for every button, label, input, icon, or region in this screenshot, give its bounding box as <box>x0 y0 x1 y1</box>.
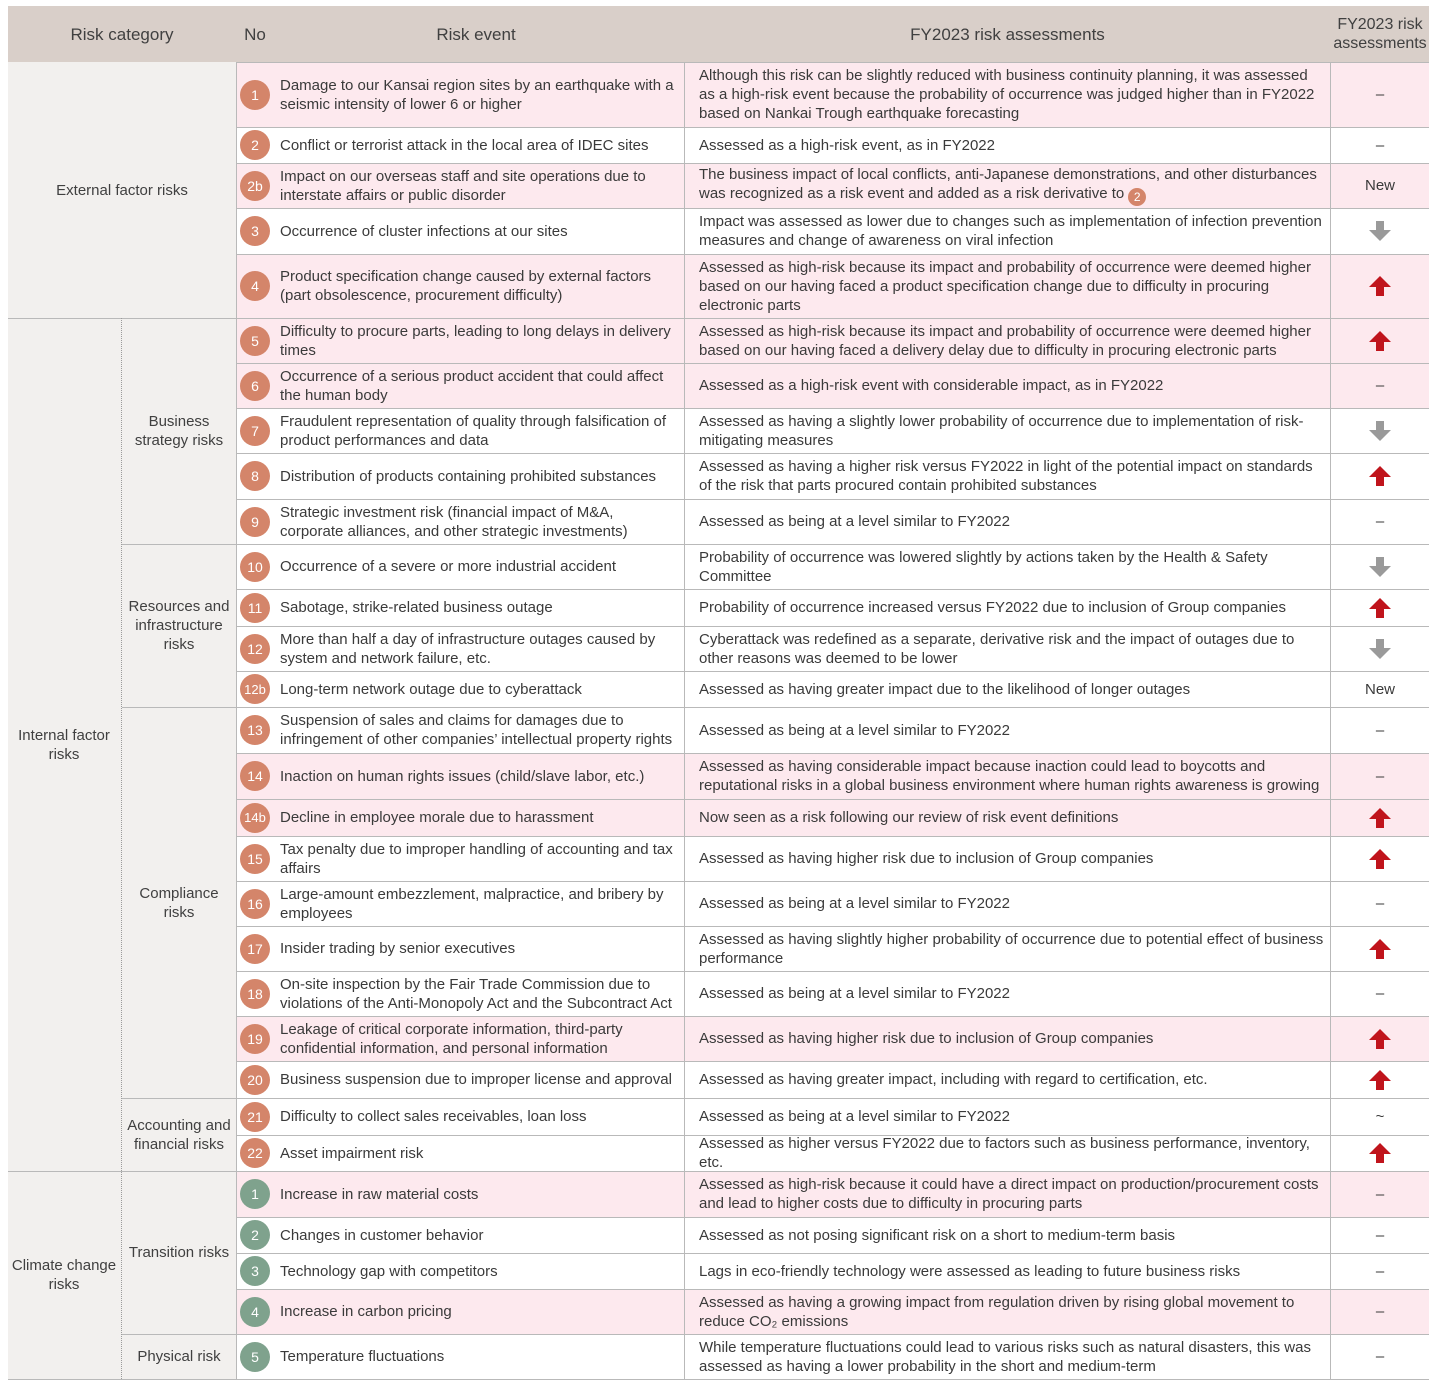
risk-assessment <box>699 753 1325 799</box>
risk-assessment-body: Assessed as not posing significant risk on a short to medium-term basis <box>699 1226 1176 1244</box>
risk-assessment-body: Probability of occurrence was lowered slightly by actions taken by the Health & Safety Committee <box>699 548 1268 585</box>
risk-number-badge: 10 <box>240 552 270 582</box>
risk-number-badge: 8 <box>240 461 270 491</box>
risk-status <box>1331 1289 1429 1334</box>
header-no: No <box>244 24 266 44</box>
arrow-down-icon <box>1368 637 1392 661</box>
risk-status <box>1331 453 1429 499</box>
risk-event <box>280 881 678 926</box>
risk-status <box>1331 499 1429 544</box>
risk-assessment-text <box>699 376 1163 395</box>
risk-event-text: Fraudulent representation of quality through falsification of product performances and data <box>280 412 667 449</box>
category-external: External factor risks <box>56 181 188 199</box>
risk-status <box>1331 626 1429 671</box>
risk-assessment-text <box>699 984 1010 1003</box>
risk-status <box>1331 318 1429 363</box>
category-divider <box>8 1171 236 1172</box>
risk-status <box>1331 1016 1429 1061</box>
risk-assessment <box>699 363 1325 408</box>
risk-event-text: Difficulty to collect sales receivables, loan loss <box>280 1108 587 1125</box>
risk-assessment-text <box>699 165 1325 207</box>
risk-number-badge: 7 <box>240 416 270 446</box>
risk-assessment-body: Assessed as having greater impact due to the likelihood of longer outages <box>699 680 1191 698</box>
risk-status <box>1331 707 1429 753</box>
risk-number-badge: 15 <box>240 844 270 874</box>
risk-number-badge: 2b <box>240 171 270 201</box>
risk-assessment-text <box>699 894 1010 913</box>
risk-number-badge: 5 <box>240 326 270 356</box>
risk-assessment <box>699 62 1325 127</box>
risk-event <box>280 499 678 544</box>
risk-event <box>280 836 678 881</box>
risk-assessment <box>699 208 1325 254</box>
subcategory-transition: Transition risks <box>128 1244 230 1261</box>
risk-assessment <box>699 1061 1325 1098</box>
category-internal: Internal factor risks <box>18 726 110 763</box>
risk-event-text: Asset impairment risk <box>280 1144 424 1162</box>
risk-assessment-text <box>699 548 1325 586</box>
risk-event <box>280 799 678 836</box>
risk-event <box>280 1016 678 1061</box>
risk-event <box>280 363 678 408</box>
risk-status <box>1331 254 1429 318</box>
risk-status <box>1331 163 1429 208</box>
subcategory-divider <box>122 707 236 708</box>
risk-status <box>1331 1217 1429 1253</box>
risk-assessment <box>699 626 1325 671</box>
risk-assessment-text <box>699 412 1325 450</box>
risk-assessment-text <box>699 757 1325 795</box>
subcategory-resources: Resources and infrastructure risks <box>128 598 230 653</box>
arrow-up-icon <box>1368 1141 1392 1165</box>
risk-status-text: – <box>1375 136 1385 154</box>
risk-number-badge: 4 <box>240 1297 270 1327</box>
risk-event <box>280 1098 678 1135</box>
risk-event-text: Changes in customer behavior <box>280 1226 484 1244</box>
risk-number-badge: 5 <box>240 1342 270 1372</box>
risk-number-badge: 2 <box>240 1220 270 1250</box>
risk-number-badge: 6 <box>240 371 270 401</box>
category-divider <box>8 318 236 319</box>
risk-assessment <box>699 499 1325 544</box>
risk-number-badge: 9 <box>240 507 270 537</box>
risk-status-text: – <box>1375 985 1385 1002</box>
risk-status-text: – <box>1375 767 1385 785</box>
risk-event <box>280 1061 678 1098</box>
risk-status-text: New <box>1364 680 1395 698</box>
risk-event <box>280 1289 678 1334</box>
subcategory-divider <box>122 544 236 545</box>
risk-event-text: Business suspension due to improper license and approval <box>280 1071 672 1088</box>
risk-assessment-text <box>699 1107 1010 1126</box>
risk-assessment-body: Assessed as being at a level similar to FY2022 <box>699 1108 1010 1125</box>
risk-assessment-body: Assessed as being at a level similar to FY2022 <box>699 721 1010 739</box>
risk-assessment <box>699 926 1325 971</box>
risk-event <box>280 163 678 208</box>
risk-assessment <box>699 1171 1325 1217</box>
risk-status <box>1331 1253 1429 1289</box>
risk-assessment-body: Assessed as being at a level similar to FY2022 <box>699 895 1010 912</box>
risk-assessment-text <box>699 1226 1175 1245</box>
risk-assessment <box>699 127 1325 163</box>
risk-status-text: – <box>1375 1226 1385 1244</box>
header-risk-event: Risk event <box>436 24 516 44</box>
risk-event <box>280 589 678 626</box>
risk-status-text: – <box>1375 1185 1385 1203</box>
risk-assessment <box>699 453 1325 499</box>
risk-assessment <box>699 1016 1325 1061</box>
risk-event-text: Suspension of sales and claims for damages due to infringement of other companies’ intellectual property rights <box>280 712 673 748</box>
risk-assessment-text <box>699 598 1286 617</box>
risk-status <box>1331 589 1429 626</box>
category-climate: Climate change risks <box>11 1257 117 1293</box>
risk-status-text: ~ <box>1375 1108 1385 1125</box>
risk-assessment <box>699 881 1325 926</box>
risk-assessment-body: Assessed as being at a level similar to FY2022 <box>699 513 1010 530</box>
risk-event-text: More than half a day of infrastructure outages caused by system and network failure, etc. <box>280 630 656 667</box>
risk-assessment <box>699 1098 1325 1135</box>
risk-event <box>280 318 678 363</box>
risk-event <box>280 127 678 163</box>
risk-number-badge: 17 <box>240 934 270 964</box>
risk-assessment-body: Although this risk can be slightly reduced with business continuity planning, it was assessed as a high-risk event because the probability of occurrence was judged higher than in FY2022 based on Nankai Trough earthquake forecasting <box>699 67 1315 122</box>
header-assessments: FY2023 risk assessments <box>910 24 1105 44</box>
risk-assessment-body: The business impact of local conflicts, anti-Japanese demonstrations, and other disturbances was recognized as a risk event and added as a risk derivative to <box>699 165 1317 202</box>
risk-number-badge: 19 <box>240 1024 270 1054</box>
risk-event-text: On-site inspection by the Fair Trade Commission due to violations of the Anti-Monopoly Act and the Subcontract Act <box>280 975 672 1012</box>
risk-assessment-body: Assessed as having a growing impact from regulation driven by rising global movement to reduce CO₂ emissions <box>699 1293 1295 1330</box>
risk-assessment-text <box>699 258 1325 315</box>
risk-assessment <box>699 799 1325 836</box>
risk-number-badge: 20 <box>240 1065 270 1095</box>
risk-event <box>280 1135 678 1171</box>
risk-assessment-text <box>699 1262 1240 1281</box>
risk-assessment-text <box>699 66 1325 123</box>
arrow-up-icon <box>1368 1068 1392 1092</box>
subcategory-compliance: Compliance risks <box>139 884 219 921</box>
category-dotted-divider <box>121 318 122 1379</box>
risk-assessment-text <box>699 457 1325 495</box>
risk-assessment-body: Assessed as a high-risk event with considerable impact, as in FY2022 <box>699 377 1164 394</box>
risk-event-text: Product specification change caused by external factors (part obsolescence, procurement difficulty) <box>280 268 652 304</box>
arrow-up-icon <box>1368 329 1392 353</box>
risk-status <box>1331 799 1429 836</box>
risk-assessment <box>699 408 1325 453</box>
risk-status <box>1331 1171 1429 1217</box>
risk-assessment-text <box>699 136 995 155</box>
risk-assessment-body: Lags in eco-friendly technology were assessed as leading to future business risks <box>699 1262 1241 1280</box>
risk-assessment-body: Assessed as high-risk because its impact and probability of occurrence were deemed higher based on our having faced a delivery delay due to difficulty in procuring electronic parts <box>699 322 1311 359</box>
risk-assessment-body: Assessed as having higher risk due to inclusion of Group companies <box>699 1030 1154 1047</box>
risk-assessment-body: Assessed as having slightly higher probability of occurrence due to potential effect of business performance <box>699 930 1324 967</box>
risk-event-text: Increase in raw material costs <box>280 1185 479 1203</box>
risk-status <box>1331 836 1429 881</box>
header-status: FY2023 risk assessments <box>1333 16 1427 52</box>
risk-number-badge: 12 <box>240 634 270 664</box>
risk-event <box>280 1217 678 1253</box>
risk-number-badge: 12b <box>240 674 270 704</box>
arrow-down-icon <box>1368 555 1392 579</box>
risk-number-badge: 21 <box>240 1102 270 1132</box>
arrow-up-icon <box>1368 596 1392 620</box>
risk-event <box>280 626 678 671</box>
risk-assessment <box>699 1253 1325 1289</box>
risk-assessment <box>699 971 1325 1016</box>
subcategory-accounting: Accounting and financial risks <box>127 1116 231 1153</box>
risk-event <box>280 208 678 254</box>
risk-event-text: Temperature fluctuations <box>280 1348 445 1365</box>
risk-event <box>280 254 678 318</box>
risk-event <box>280 453 678 499</box>
risk-number-badge: 2 <box>240 130 270 160</box>
risk-event-text: Long-term network outage due to cyberattack <box>280 680 582 698</box>
risk-assessment-text <box>699 1338 1325 1376</box>
risk-assessment-body: Probability of occurrence increased versus FY2022 due to inclusion of Group companies <box>699 599 1286 616</box>
risk-event-text: Technology gap with competitors <box>280 1262 498 1280</box>
column-line <box>1330 62 1331 1379</box>
risk-number-badge: 16 <box>240 889 270 919</box>
risk-assessment <box>699 254 1325 318</box>
risk-assessment-text <box>699 322 1325 360</box>
risk-assessment-body: Assessed as having a slightly lower probability of occurrence due to implementation of risk-mitigating measures <box>699 412 1304 449</box>
arrow-up-icon <box>1368 1027 1392 1051</box>
risk-status-text: – <box>1375 1303 1385 1320</box>
arrow-up-icon <box>1368 806 1392 830</box>
column-line <box>684 62 685 1379</box>
risk-status-text: – <box>1375 1348 1385 1365</box>
table-bottom-line <box>8 1379 1429 1380</box>
risk-status-text: – <box>1375 721 1385 739</box>
risk-event-text: Occurrence of a severe or more industrial accident <box>280 558 616 575</box>
risk-assessment-text <box>699 1070 1208 1089</box>
arrow-up-icon <box>1368 937 1392 961</box>
risk-status <box>1331 127 1429 163</box>
risk-assessment-text <box>699 212 1325 250</box>
risk-reference-badge: 2 <box>1128 188 1146 206</box>
risk-assessment-text <box>699 1175 1325 1213</box>
risk-status <box>1331 408 1429 453</box>
risk-assessment <box>699 836 1325 881</box>
risk-assessment-body: Assessed as having considerable impact because inaction could lead to boycotts and reputational risks in a global business environment where human rights awareness is growing <box>699 758 1320 794</box>
risk-number-badge: 3 <box>240 216 270 246</box>
risk-event-text: Increase in carbon pricing <box>280 1303 452 1320</box>
risk-assessment <box>699 1289 1325 1334</box>
risk-assessment-body: Cyberattack was redefined as a separate, derivative risk and the impact of outages due to other reasons was deemed to be lower <box>699 630 1295 667</box>
risk-number-badge: 4 <box>240 271 270 301</box>
risk-status-text: – <box>1375 895 1385 912</box>
subcategory-divider <box>122 1334 236 1335</box>
risk-assessment-body: Assessed as higher versus FY2022 due to factors such as business performance, inventory, etc. <box>699 1135 1310 1171</box>
risk-event-text: Insider trading by senior executives <box>280 940 516 957</box>
risk-event-text: Damage to our Kansai region sites by an earthquake with a seismic intensity of lower 6 or higher <box>280 76 674 113</box>
risk-status <box>1331 363 1429 408</box>
column-line <box>236 62 237 1379</box>
risk-status <box>1331 971 1429 1016</box>
risk-event <box>280 971 678 1016</box>
risk-status <box>1331 62 1429 127</box>
risk-number-badge: 11 <box>240 593 270 623</box>
risk-assessment-text <box>699 1293 1325 1331</box>
risk-status <box>1331 753 1429 799</box>
risk-number-badge: 1 <box>240 1179 270 1209</box>
risk-event-text: Occurrence of cluster infections at our sites <box>280 222 568 240</box>
risk-event <box>280 1334 678 1379</box>
risk-assessment <box>699 1334 1325 1379</box>
risk-event <box>280 62 678 127</box>
risk-assessment <box>699 707 1325 753</box>
risk-status <box>1331 208 1429 254</box>
risk-status <box>1331 671 1429 707</box>
risk-event <box>280 707 678 753</box>
risk-event-text: Tax penalty due to improper handling of accounting and tax affairs <box>280 840 673 877</box>
risk-status <box>1331 1334 1429 1379</box>
risk-assessment-body: Now seen as a risk following our review of risk event definitions <box>699 809 1119 826</box>
risk-number-badge: 22 <box>240 1138 270 1168</box>
risk-event-text: Sabotage, strike-related business outage <box>280 599 553 616</box>
risk-event-text: Occurrence of a serious product accident that could affect the human body <box>280 367 664 404</box>
risk-status <box>1331 1098 1429 1135</box>
header-risk-category: Risk category <box>70 24 174 44</box>
risk-number-badge: 14 <box>240 761 270 791</box>
risk-event-text: Impact on our overseas staff and site operations due to interstate affairs or public disorder <box>280 167 646 204</box>
risk-event-text: Decline in employee morale due to harassment <box>280 809 594 826</box>
risk-number-badge: 1 <box>240 80 270 110</box>
risk-assessment <box>699 544 1325 589</box>
risk-assessment <box>699 589 1325 626</box>
risk-event <box>280 753 678 799</box>
risk-assessment-text <box>699 630 1325 668</box>
risk-status <box>1331 881 1429 926</box>
risk-event-text: Strategic investment risk (financial impact of M&A, corporate alliances, and other strategic investments) <box>280 503 628 540</box>
risk-assessment-body: While temperature fluctuations could lead to various risks such as natural disasters, this was assessed as having a lower probability in the short and medium-term <box>699 1338 1311 1375</box>
risk-event <box>280 926 678 971</box>
risk-event-text: Distribution of products containing prohibited substances <box>280 467 657 485</box>
risk-assessment-body: Assessed as being at a level similar to FY2022 <box>699 985 1010 1002</box>
risk-assessment-text <box>699 680 1190 699</box>
arrow-up-icon <box>1368 847 1392 871</box>
risk-assessment <box>699 163 1325 208</box>
risk-status-text: – <box>1375 1262 1385 1280</box>
risk-assessment-text <box>699 1134 1325 1172</box>
risk-status-text: – <box>1375 86 1385 103</box>
risk-assessment-text <box>699 721 1010 740</box>
risk-assessment-text <box>699 930 1325 968</box>
risk-status-text: – <box>1375 377 1385 394</box>
risk-number-badge: 3 <box>240 1256 270 1286</box>
risk-event-text: Large-amount embezzlement, malpractice, and bribery by employees <box>280 885 664 922</box>
risk-assessment-body: Impact was assessed as lower due to changes such as implementation of infection prevention measures and change of awareness on viral infection <box>699 213 1322 249</box>
risk-event-text: Inaction on human rights issues (child/slave labor, etc.) <box>280 767 645 785</box>
risk-event <box>280 408 678 453</box>
risk-status <box>1331 926 1429 971</box>
risk-assessment-body: Assessed as a high-risk event, as in FY2022 <box>699 136 995 154</box>
risk-assessment-body: Assessed as high-risk because its impact and probability of occurrence were deemed higher based on our having faced a product specification change due to difficulty in procuring electronic parts <box>699 258 1311 314</box>
risk-assessment-text <box>699 1029 1153 1048</box>
risk-assessment <box>699 1135 1325 1171</box>
risk-status <box>1331 544 1429 589</box>
risk-assessment-text <box>699 808 1118 827</box>
risk-event <box>280 671 678 707</box>
risk-number-badge: 18 <box>240 979 270 1009</box>
risk-event-text: Conflict or terrorist attack in the local area of IDEC sites <box>280 136 649 154</box>
risk-assessment-text <box>699 512 1010 531</box>
risk-assessment <box>699 671 1325 707</box>
arrow-down-icon <box>1368 419 1392 443</box>
arrow-up-icon <box>1368 464 1392 488</box>
risk-number-badge: 13 <box>240 715 270 745</box>
risk-event <box>280 544 678 589</box>
risk-event <box>280 1171 678 1217</box>
risk-number-badge: 14b <box>240 803 270 833</box>
risk-assessment <box>699 318 1325 363</box>
risk-event <box>280 1253 678 1289</box>
risk-assessment <box>699 1217 1325 1253</box>
subcategory-divider <box>122 1098 236 1099</box>
subcategory-physical: Physical risk <box>137 1348 221 1365</box>
risk-assessment-text <box>699 849 1153 868</box>
risk-status <box>1331 1135 1429 1171</box>
risk-assessment-body: Assessed as having higher risk due to inclusion of Group companies <box>699 850 1154 867</box>
risk-assessment-body: Assessed as having a higher risk versus FY2022 in light of the potential impact on standards of the risk that parts procured contain prohibited substances <box>699 458 1313 494</box>
arrow-down-icon <box>1368 219 1392 243</box>
subcategory-business: Business strategy risks <box>134 413 224 449</box>
risk-event-text: Leakage of critical corporate information, third-party confidential information, and personal information <box>280 1020 623 1057</box>
risk-status <box>1331 1061 1429 1098</box>
risk-assessment-body: Assessed as having greater impact, including with regard to certification, etc. <box>699 1071 1208 1088</box>
risk-status-text: – <box>1375 513 1385 530</box>
risk-status-text: New <box>1364 177 1395 194</box>
risk-event-text: Difficulty to procure parts, leading to long delays in delivery times <box>280 322 671 359</box>
arrow-up-icon <box>1368 274 1392 298</box>
risk-assessment-body: Assessed as high-risk because it could have a direct impact on production/procurement costs and lead to higher costs due to difficulty in procuring parts <box>699 1176 1319 1212</box>
